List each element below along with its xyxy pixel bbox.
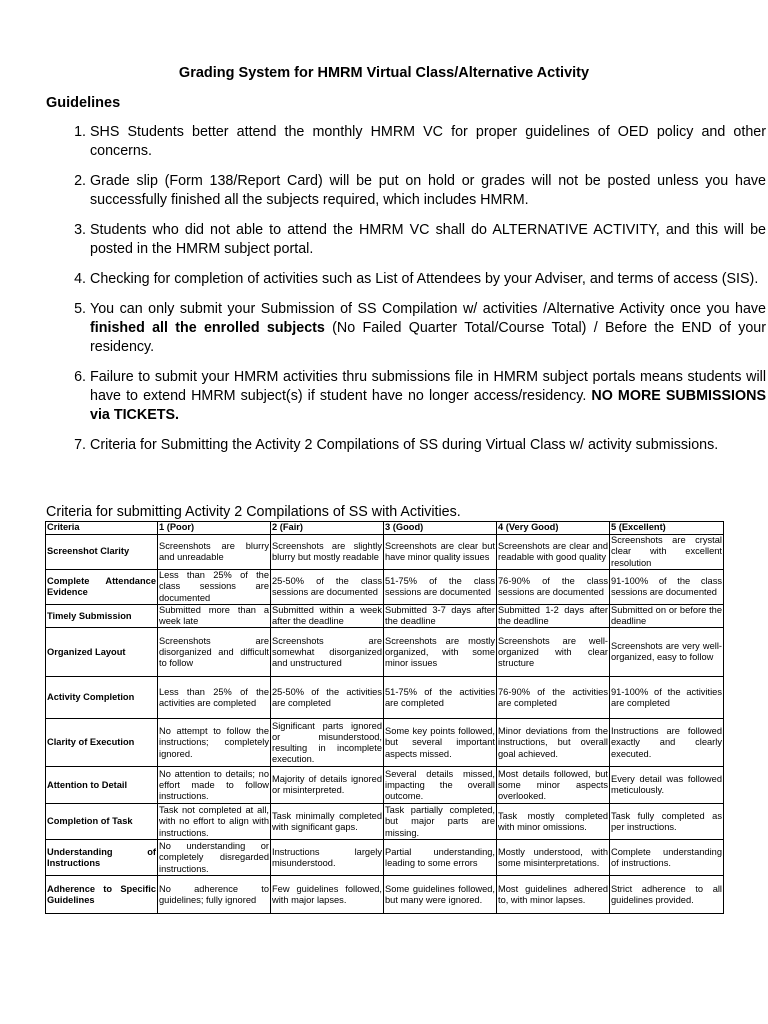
rubric-cell: Several details missed, impacting the overall outcome.: [384, 767, 497, 804]
rubric-cell: 76-90% of the activities are completed: [497, 677, 610, 719]
rubric-cell: 51-75% of the activities are completed: [384, 677, 497, 719]
rubric-header-good: 3 (Good): [384, 522, 497, 535]
rubric-criterion: Activity Completion: [46, 677, 158, 719]
rubric-header-fair: 2 (Fair): [271, 522, 384, 535]
rubric-cell: Screenshots are crystal clear with excellent resolution: [611, 535, 722, 568]
guideline-text: SHS Students better attend the monthly HMRM VC for proper guidelines of OED policy and other concerns.: [90, 124, 766, 159]
rubric-header-criteria: Criteria: [46, 522, 158, 535]
rubric-row: [46, 840, 724, 876]
guideline-item: [90, 368, 766, 425]
guideline-item: [90, 172, 766, 210]
rubric-cell: Task minimally completed with significant gaps.: [271, 804, 384, 840]
rubric-body: [46, 535, 724, 914]
guideline-text: Students who did not able to attend the HMRM VC shall do ALTERNATIVE ACTIVITY, and this will be posted in the HMRM subject portal.: [90, 222, 766, 257]
rubric-cell: Few guidelines followed, with major lapses.: [271, 876, 384, 914]
rubric-cell: Complete understanding of instructions.: [610, 840, 724, 876]
rubric-cell: Screenshots are clear and readable with good quality: [497, 535, 610, 570]
rubric-cell: Every detail was followed meticulously.: [610, 767, 724, 804]
rubric-cell: 51-75% of the class sessions are documented: [384, 570, 497, 605]
rubric-row: [46, 876, 724, 914]
rubric-cell: Less than 25% of the activities are completed: [158, 677, 271, 719]
guideline-emphasis: NO MORE SUBMISSIONS via TICKETS.: [90, 388, 766, 423]
guideline-text: Failure to submit your HMRM activities thru submissions file in HMRM subject portals means students will have to extend HMRM subject(s) if student have no longer access/residency.: [90, 369, 766, 404]
rubric-cell: Submitted within a week after the deadline: [272, 605, 382, 627]
guideline-emphasis: finished all the enrolled subjects: [90, 320, 325, 336]
rubric-cell: Submitted more than a week late: [159, 605, 269, 627]
guideline-text: Grade slip (Form 138/Report Card) will be put on hold or grades will not be posted unless you have successfully finished all the subjects required, which includes HMRM.: [90, 173, 766, 208]
guideline-item: [90, 221, 766, 259]
rubric-cell: 91-100% of the class sessions are documented: [610, 570, 724, 605]
rubric-cell: Task mostly completed with minor omissions.: [497, 804, 610, 840]
rubric-cell: Submitted 3-7 days after the deadline: [385, 605, 495, 627]
rubric-cell: Some key points followed, but several important aspects missed.: [384, 719, 497, 767]
guideline-item: [90, 300, 766, 357]
rubric-cell: 25-50% of the class sessions are documented: [271, 570, 384, 605]
guideline-item: [90, 436, 766, 455]
guideline-item: [90, 123, 766, 161]
rubric-criterion: Completion of Task: [46, 804, 158, 840]
guideline-text: (No Failed Quarter Total/Course Total) / Before the END of your residency.: [90, 320, 767, 355]
rubric-cell: Screenshots are somewhat disorganized and unstructured: [271, 628, 384, 677]
rubric-criterion: Attention to Detail: [46, 767, 158, 804]
guideline-text: You can only submit your Submission of SS Compilation w/ activities /Alternative Activity once you have: [90, 301, 766, 317]
rubric-criterion: Screenshot Clarity: [46, 535, 158, 570]
rubric-criterion: Understanding of Instructions: [46, 840, 158, 876]
rubric-cell: Partial understanding, leading to some errors: [384, 840, 497, 876]
rubric-cell: Submitted on or before the deadline: [611, 605, 722, 627]
rubric-cell: Some guidelines followed, but many were ignored.: [384, 876, 497, 914]
rubric-criterion: Complete Attendance Evidence: [46, 570, 158, 605]
guidelines-heading: Guidelines: [46, 95, 121, 111]
guideline-item: [90, 270, 766, 289]
rubric-header-row: [46, 522, 724, 535]
guideline-text: Criteria for Submitting the Activity 2 Compilations of SS during Virtual Class w/ activity submissions.: [90, 437, 719, 453]
rubric-row: [46, 535, 724, 570]
rubric-criterion: Timely Submission: [46, 605, 158, 628]
rubric-cell: Submitted 1-2 days after the deadline: [498, 605, 608, 627]
rubric-cell: Instructions largely misunderstood.: [271, 840, 384, 876]
table-caption: Criteria for submitting Activity 2 Compilations of SS with Activities.: [46, 504, 461, 520]
rubric-cell: 76-90% of the class sessions are documented: [497, 570, 610, 605]
page-title: Grading System for HMRM Virtual Class/Alternative Activity: [178, 65, 590, 81]
rubric-criterion: Organized Layout: [46, 628, 158, 677]
rubric-cell: Task not completed at all, with no effort to align with instructions.: [158, 804, 271, 840]
rubric-cell: Instructions are followed exactly and clearly executed.: [610, 719, 724, 767]
guideline-text: Checking for completion of activities such as List of Attendees by your Adviser, and terms of access (SIS).: [90, 271, 759, 287]
rubric-header-excellent: 5 (Excellent): [610, 522, 724, 535]
rubric-table: [45, 521, 724, 914]
rubric-cell: No adherence to guidelines; fully ignored: [158, 876, 271, 914]
rubric-cell: Most guidelines adhered to, with minor lapses.: [497, 876, 610, 914]
rubric-cell: Screenshots are blurry and unreadable: [158, 535, 271, 570]
rubric-cell: No understanding or completely disregarded instructions.: [158, 840, 271, 876]
rubric-header-very-good: 4 (Very Good): [497, 522, 610, 535]
rubric-cell: Screenshots are disorganized and difficult to follow: [158, 628, 271, 677]
rubric-criterion: Clarity of Execution: [46, 719, 158, 767]
rubric-cell: Strict adherence to all guidelines provided.: [610, 876, 724, 914]
rubric-cell: Task partially completed, but major parts are missing.: [384, 804, 497, 840]
rubric-cell: Screenshots are very well-organized, easy to follow: [610, 628, 724, 677]
rubric-row: [46, 719, 724, 767]
rubric-cell: Less than 25% of the class sessions are documented: [159, 570, 269, 603]
rubric-cell: No attention to details; no effort made to follow instructions.: [158, 767, 271, 804]
rubric-cell: No attempt to follow the instructions; completely ignored.: [158, 719, 271, 767]
rubric-cell: Screenshots are slightly blurry but mostly readable: [271, 535, 384, 570]
rubric-row: [46, 677, 724, 719]
rubric-cell: Significant parts ignored or misunderstood, resulting in incomplete execution.: [271, 719, 384, 767]
rubric-cell: Screenshots are mostly organized, with some minor issues: [384, 628, 497, 677]
rubric-row: [46, 767, 724, 804]
rubric-cell: 25-50% of the activities are completed: [271, 677, 384, 719]
rubric-row: [46, 570, 724, 605]
rubric-row: [46, 605, 724, 628]
rubric-cell: Task fully completed as per instructions.: [610, 804, 724, 840]
rubric-criterion: Adherence to Specific Guidelines: [46, 876, 158, 914]
rubric-cell: Minor deviations from the instructions, but overall goal achieved.: [497, 719, 610, 767]
rubric-row: [46, 804, 724, 840]
rubric-header-poor: 1 (Poor): [158, 522, 271, 535]
guidelines-list: [46, 123, 766, 455]
rubric-cell: 91-100% of the activities are completed: [610, 677, 724, 719]
rubric-cell: Mostly understood, with some misinterpretations.: [497, 840, 610, 876]
rubric-cell: Most details followed, but some minor aspects overlooked.: [497, 767, 610, 804]
rubric-cell: Screenshots are well-organized with clear structure: [497, 628, 610, 677]
rubric-cell: Screenshots are clear but have minor quality issues: [384, 535, 497, 570]
rubric-row: [46, 628, 724, 677]
rubric-cell: Majority of details ignored or misinterpreted.: [271, 767, 384, 804]
